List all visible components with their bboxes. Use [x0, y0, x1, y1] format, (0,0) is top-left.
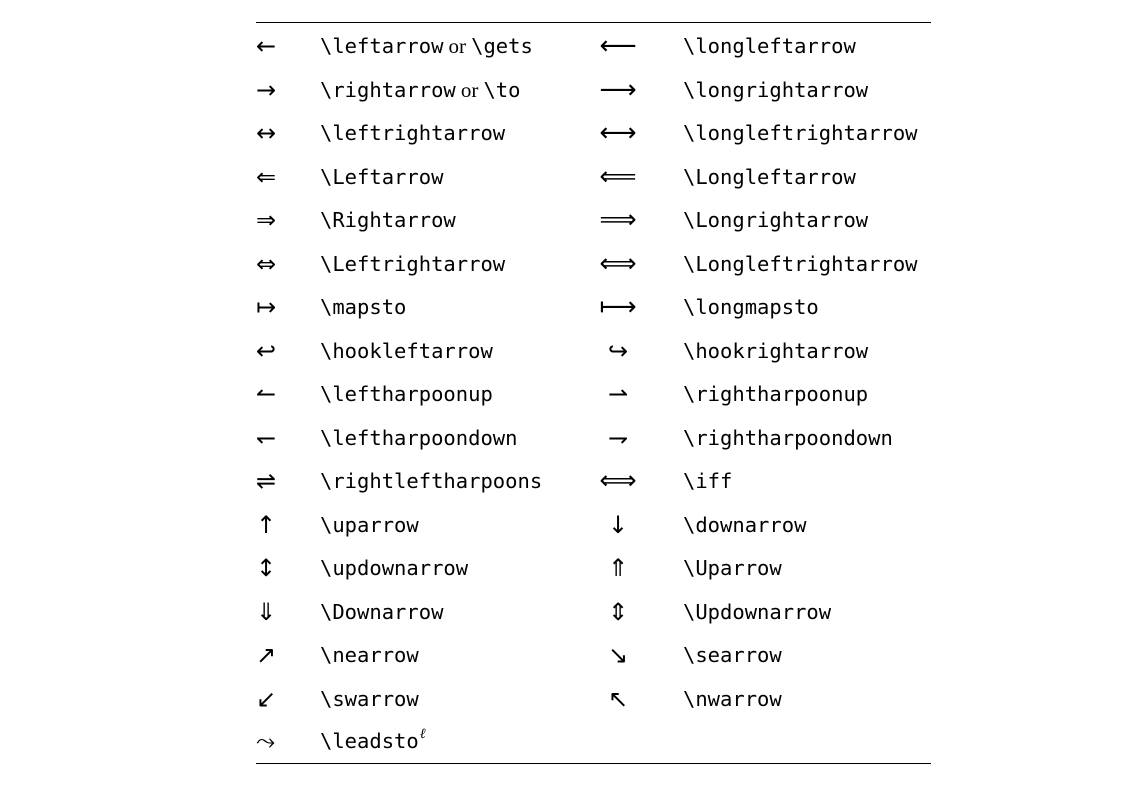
command-left: \swarrow: [320, 686, 419, 711]
symbol-left: ↽: [256, 423, 277, 452]
bottom-rule: [256, 763, 931, 764]
symbol-right: ↪: [607, 336, 629, 365]
command-left: \updownarrow: [320, 556, 469, 580]
symbol-left: ↕: [256, 554, 277, 582]
table-row: [256, 156, 931, 200]
command-right: \Updownarrow: [683, 599, 832, 624]
command-alias: \gets: [471, 34, 533, 58]
command-left: \rightleftharpoons: [320, 469, 543, 493]
command-left: \uparrow: [320, 512, 419, 537]
command-right: \rightharpoonup: [683, 382, 869, 406]
table-row: [256, 25, 931, 69]
command-right: \Longrightarrow: [683, 208, 869, 232]
symbol-left: ⇓: [256, 597, 277, 626]
symbol-left: ⇌: [256, 467, 277, 495]
symbol-left: ⇒: [256, 206, 277, 234]
command-left: [320, 25, 533, 69]
command-right: \rightharpoondown: [683, 425, 893, 450]
command-right: \hookrightarrow: [683, 338, 869, 363]
symbol-right: ↓: [607, 510, 629, 539]
command-right: \downarrow: [683, 512, 807, 537]
table-row: [256, 243, 931, 287]
symbol-right: ⟵: [599, 31, 637, 61]
table-body: [256, 23, 931, 763]
symbol-left: ↑: [256, 510, 277, 539]
command-right: \Longleftrightarrow: [683, 251, 918, 276]
command-left: \mapsto: [320, 295, 407, 319]
command-right: \longmapsto: [683, 295, 819, 319]
symbol-right: ⟺: [599, 466, 637, 496]
table-row: [256, 417, 931, 461]
command-left: \hookleftarrow: [320, 338, 493, 363]
command-right: \Uparrow: [683, 556, 782, 580]
table-row: [256, 112, 931, 156]
command-right: \nwarrow: [683, 686, 782, 711]
command-left: \Rightarrow: [320, 208, 456, 232]
symbol-left: ↼: [256, 380, 277, 408]
symbol-right: ↖: [607, 684, 629, 713]
command-left: \Leftrightarrow: [320, 251, 506, 276]
symbol-right: ⇕: [607, 597, 629, 626]
symbol-right: ⟼: [599, 292, 637, 322]
symbol-left: ←: [256, 32, 277, 60]
command-left: [320, 69, 520, 113]
table-row: [256, 286, 931, 330]
command-right: \longleftarrow: [683, 34, 856, 58]
command-name: \rightarrow: [320, 77, 456, 102]
symbol-right: ⇁: [607, 423, 629, 452]
or-connector: or: [460, 77, 479, 102]
command-right: \searrow: [683, 643, 782, 667]
symbol-right: ⟸: [599, 161, 637, 192]
table-row: [256, 69, 931, 113]
command-name: \leadsto: [320, 729, 419, 753]
command-right: \Longleftarrow: [683, 164, 856, 189]
symbol-left: ↩: [256, 336, 277, 365]
table-row: [256, 547, 931, 591]
symbol-left: ↙: [256, 684, 277, 713]
symbol-left: ⇐: [256, 162, 277, 191]
symbol-left: ⤳: [256, 727, 276, 755]
symbol-right: ⇀: [607, 380, 629, 408]
command-alias: \to: [483, 77, 521, 102]
symbol-right: ↘: [607, 641, 629, 669]
table-row: [256, 460, 931, 504]
table-row: [256, 330, 931, 374]
table-row: [256, 373, 931, 417]
symbol-right: ⟹: [599, 205, 637, 235]
symbol-right: ⟶: [599, 74, 637, 105]
table-row: [256, 678, 931, 722]
table-row: [256, 199, 931, 243]
symbol-right: ⟺: [599, 248, 637, 279]
symbol-right: ⟷: [599, 118, 637, 148]
symbol-left: →: [256, 75, 277, 104]
symbol-right: ⇑: [607, 554, 629, 582]
table-row: [256, 720, 931, 764]
command-left: \nearrow: [320, 643, 419, 667]
symbol-left: ⇔: [256, 249, 277, 278]
arrow-symbols-table: [256, 22, 931, 763]
footnote-marker: ℓ: [419, 726, 426, 742]
or-connector: or: [448, 34, 467, 58]
command-name: \leftarrow: [320, 34, 444, 58]
table-row: [256, 634, 931, 678]
command-right: \longleftrightarrow: [683, 121, 918, 145]
symbol-right: [594, 720, 642, 764]
symbol-left: ↔: [256, 119, 277, 147]
command-right: \iff: [683, 469, 733, 493]
symbol-left: ↦: [256, 293, 277, 321]
command-left: \leftrightarrow: [320, 121, 506, 145]
command-right: \longrightarrow: [683, 77, 869, 102]
command-left: \Leftarrow: [320, 164, 444, 189]
table-row: [256, 504, 931, 548]
table-row: [256, 591, 931, 635]
command-left: \Downarrow: [320, 599, 444, 624]
command-left: [320, 720, 426, 764]
symbol-left: ↗: [256, 641, 277, 669]
command-left: \leftharpoonup: [320, 382, 493, 406]
command-left: \leftharpoondown: [320, 425, 518, 450]
